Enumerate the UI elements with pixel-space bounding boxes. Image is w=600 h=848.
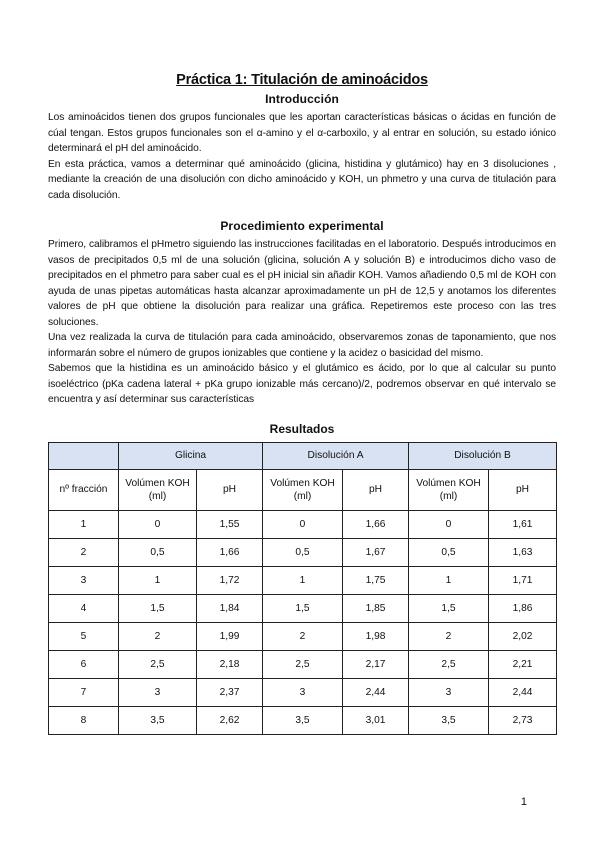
table-group-header-row [49,442,557,469]
table-cell: 8 [49,706,119,734]
table-row [49,678,557,706]
table-corner-cell [49,442,119,469]
document-title: Práctica 1: Titulación de aminoácidos [176,72,428,88]
table-row [49,650,557,678]
table-cell: 1,84 [197,594,263,622]
group-header-disolucion-b: Disolución B [409,442,557,469]
table-cell: 0,5 [119,538,197,566]
table-cell: 3,5 [409,706,489,734]
table-cell: 1 [119,566,197,594]
table-row [49,622,557,650]
table-cell: 1,67 [343,538,409,566]
results-table [48,442,557,735]
table-row [49,594,557,622]
table-cell: 3 [49,566,119,594]
column-header-ph-glicina: pH [197,469,263,510]
table-cell: 1,5 [119,594,197,622]
table-cell: 1,86 [489,594,557,622]
table-cell: 0 [409,510,489,538]
column-header-volume-glicina: Volúmen KOH (ml) [119,469,197,510]
page-number: 1 [520,796,527,808]
table-cell: 0 [263,510,343,538]
table-cell: 2,17 [343,650,409,678]
table-cell: 2,5 [119,650,197,678]
table-cell: 2 [119,622,197,650]
column-header-fraction: nº fracción [49,469,119,510]
table-row [49,510,557,538]
table-cell: 1,5 [409,594,489,622]
table-cell: 3 [263,678,343,706]
column-header-volume-a: Volúmen KOH (ml) [263,469,343,510]
table-cell: 1,99 [197,622,263,650]
table-cell: 0,5 [263,538,343,566]
table-cell: 0,5 [409,538,489,566]
procedure-paragraph-1: Primero, calibramos el pHmetro siguiendo las instrucciones facilitadas en el laboratorio. Después introducimos en vasos de precipitados 0,5 ml de una solución (glicina, solución A y solución B) e introducimos dicho vaso de precipitados en el phmetro para saber cual es el pH inicial sin añadir KOH. Vamos añadiendo 0,5 ml de KOH con ayuda de unas pipetas automáticas hasta alcanzar aproximadamente un pH de 12,5 y anotamos los diferentes valores de pH que obtiene la disolución para realizar una gráfica. Repetiremos este proceso con las tres soluciones. [48,239,556,328]
table-cell: 1,85 [343,594,409,622]
table-cell: 0 [119,510,197,538]
table-cell: 2,73 [489,706,557,734]
table-cell: 5 [49,622,119,650]
intro-heading: Introducción [265,92,339,106]
table-row [49,566,557,594]
table-cell: 2 [409,622,489,650]
table-cell: 1,5 [263,594,343,622]
table-cell: 2 [263,622,343,650]
table-cell: 2,37 [197,678,263,706]
table-cell: 2,44 [489,678,557,706]
procedure-paragraph-3: Sabemos que la histidina es un aminoácido básico y el glutámico es ácido, por lo que al calcular su punto isoeléctrico (pKa cadena lateral + pKa grupo ionizable más cercano)/2, podremos observar en qué intervalo se encuentra y así determinar sus características [48,363,556,405]
group-header-disolucion-a: Disolución A [263,442,409,469]
table-cell: 1,61 [489,510,557,538]
table-cell: 1,63 [489,538,557,566]
table-cell: 2,02 [489,622,557,650]
intro-paragraph-2: En esta práctica, vamos a determinar qué aminoácido (glicina, histidina y glutámico) hay en 3 disoluciones , mediante la creación de una disolución con dicho aminoácido y KOH, un phmetro y una curva de titulación para cada disolución. [48,158,556,201]
table-cell: 1,72 [197,566,263,594]
group-header-glicina: Glicina [119,442,263,469]
column-header-ph-b: pH [489,469,557,510]
table-cell: 1,66 [343,510,409,538]
table-cell: 2,5 [409,650,489,678]
table-cell: 3 [119,678,197,706]
table-cell: 7 [49,678,119,706]
table-cell: 3 [409,678,489,706]
document-page [48,72,556,735]
procedure-paragraph-2: Una vez realizada la curva de titulación para cada aminoácido, observaremos zonas de taponamiento, que nos informarán sobre el número de grupos ionizables que contiene y la acidez o basicidad del mismo. [48,332,556,359]
procedure-heading: Procedimiento experimental [220,219,384,233]
table-cell: 2,44 [343,678,409,706]
table-cell: 6 [49,650,119,678]
table-cell: 1,75 [343,566,409,594]
table-cell: 2 [49,538,119,566]
table-cell: 1,98 [343,622,409,650]
table-cell: 1 [263,566,343,594]
table-cell: 3,01 [343,706,409,734]
table-cell: 1,55 [197,510,263,538]
intro-paragraph-1: Los aminoácidos tienen dos grupos funcionales que les aportan características básicas o ácidas en función de cúal tengan. Estos grupos funcionales son el α-amino y el α-carboxilo, y al entrar en solución, su estado iónico determinará el pH del aminoácido. [48,112,556,154]
table-cell: 2,5 [263,650,343,678]
table-cell: 2,18 [197,650,263,678]
table-cell: 2,62 [197,706,263,734]
table-cell: 1,71 [489,566,557,594]
table-row [49,706,557,734]
table-cell: 3,5 [119,706,197,734]
column-header-ph-a: pH [343,469,409,510]
table-cell: 3,5 [263,706,343,734]
table-row [49,538,557,566]
table-cell: 1 [409,566,489,594]
table-cell: 1,66 [197,538,263,566]
table-column-header-row [49,469,557,510]
results-heading: Resultados [269,421,335,436]
column-header-volume-b: Volúmen KOH (ml) [409,469,489,510]
table-cell: 2,21 [489,650,557,678]
table-cell: 1 [49,510,119,538]
table-cell: 4 [49,594,119,622]
